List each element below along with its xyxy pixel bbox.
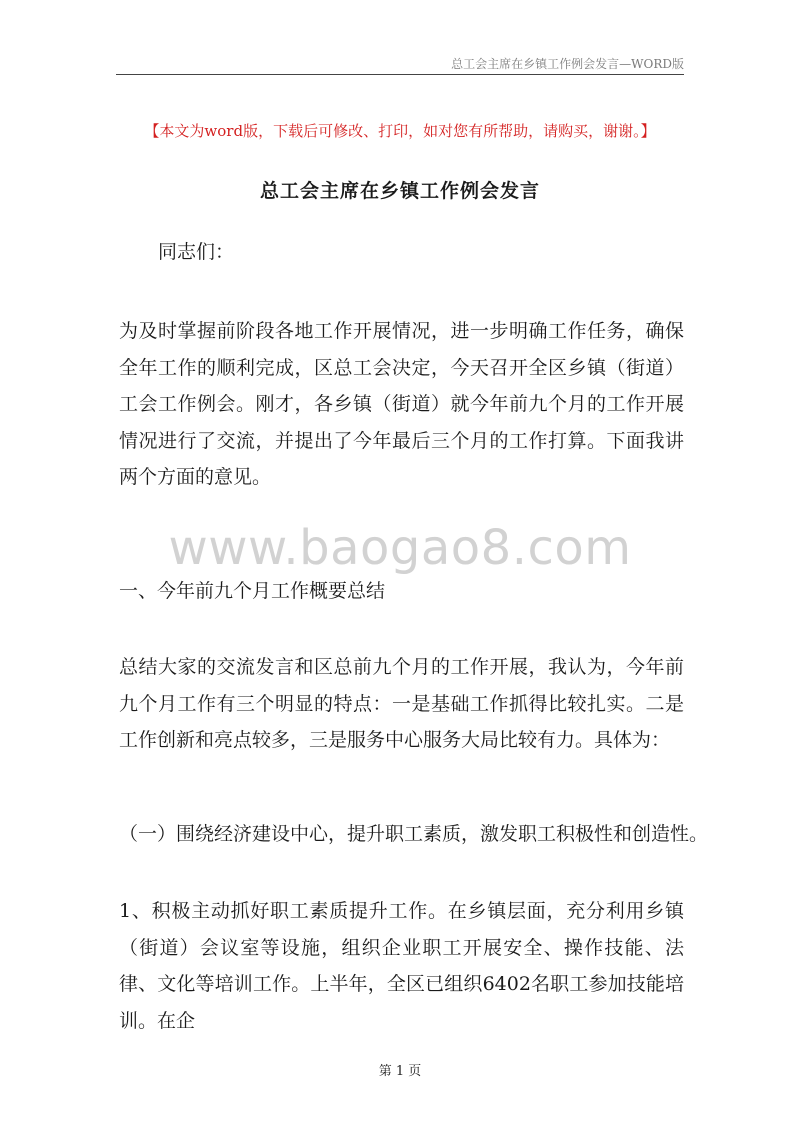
paragraph-intro: 为及时掌握前阶段各地工作开展情况，进一步明确工作任务，确保全年工作的顺利完成，区总工会决定，今天召开全区乡镇（街道）工会工作例会。刚才，各乡镇（街道）就今年前九个月的工作开展情况进行了交流，并提出了今年最后三个月的工作打算。下面我讲两个方面的意见。 [119, 320, 684, 488]
subsection-heading: （一）围绕经济建设中心，提升职工素质，激发职工积极性和创造性。 [119, 823, 709, 845]
document-title: 总工会主席在乡镇工作例会发言 [259, 180, 540, 202]
paragraph-summary: 总结大家的交流发言和区总前九个月的工作开展，我认为，今年前九个月工作有三个明显的特点：一是基础工作抓得比较扎实。二是工作创新和亮点较多，三是服务中心服务大局比较有力。具体为： [119, 656, 684, 751]
purchase-notice: 【本文为word版，下载后可修改、打印，如对您有所帮助，请购买，谢谢。】 [144, 122, 656, 140]
section-heading: 一、今年前九个月工作概要总结 [119, 580, 386, 602]
running-header: 总工会主席在乡镇工作例会发言—WORD版 [451, 57, 684, 71]
watermark: www.baogao8.com [168, 520, 632, 576]
header-divider [116, 74, 684, 75]
paragraph-item-1: 1、积极主动抓好职工素质提升工作。在乡镇层面，充分利用乡镇（街道）会议室等设施，组织企业职工开展安全、操作技能、法律、文化等培训工作。上半年，全区已组织6402名职工参加技能培训。在企 [119, 900, 684, 1032]
page-number: 第 1 页 [378, 1064, 422, 1079]
greeting: 同志们： [158, 241, 235, 263]
